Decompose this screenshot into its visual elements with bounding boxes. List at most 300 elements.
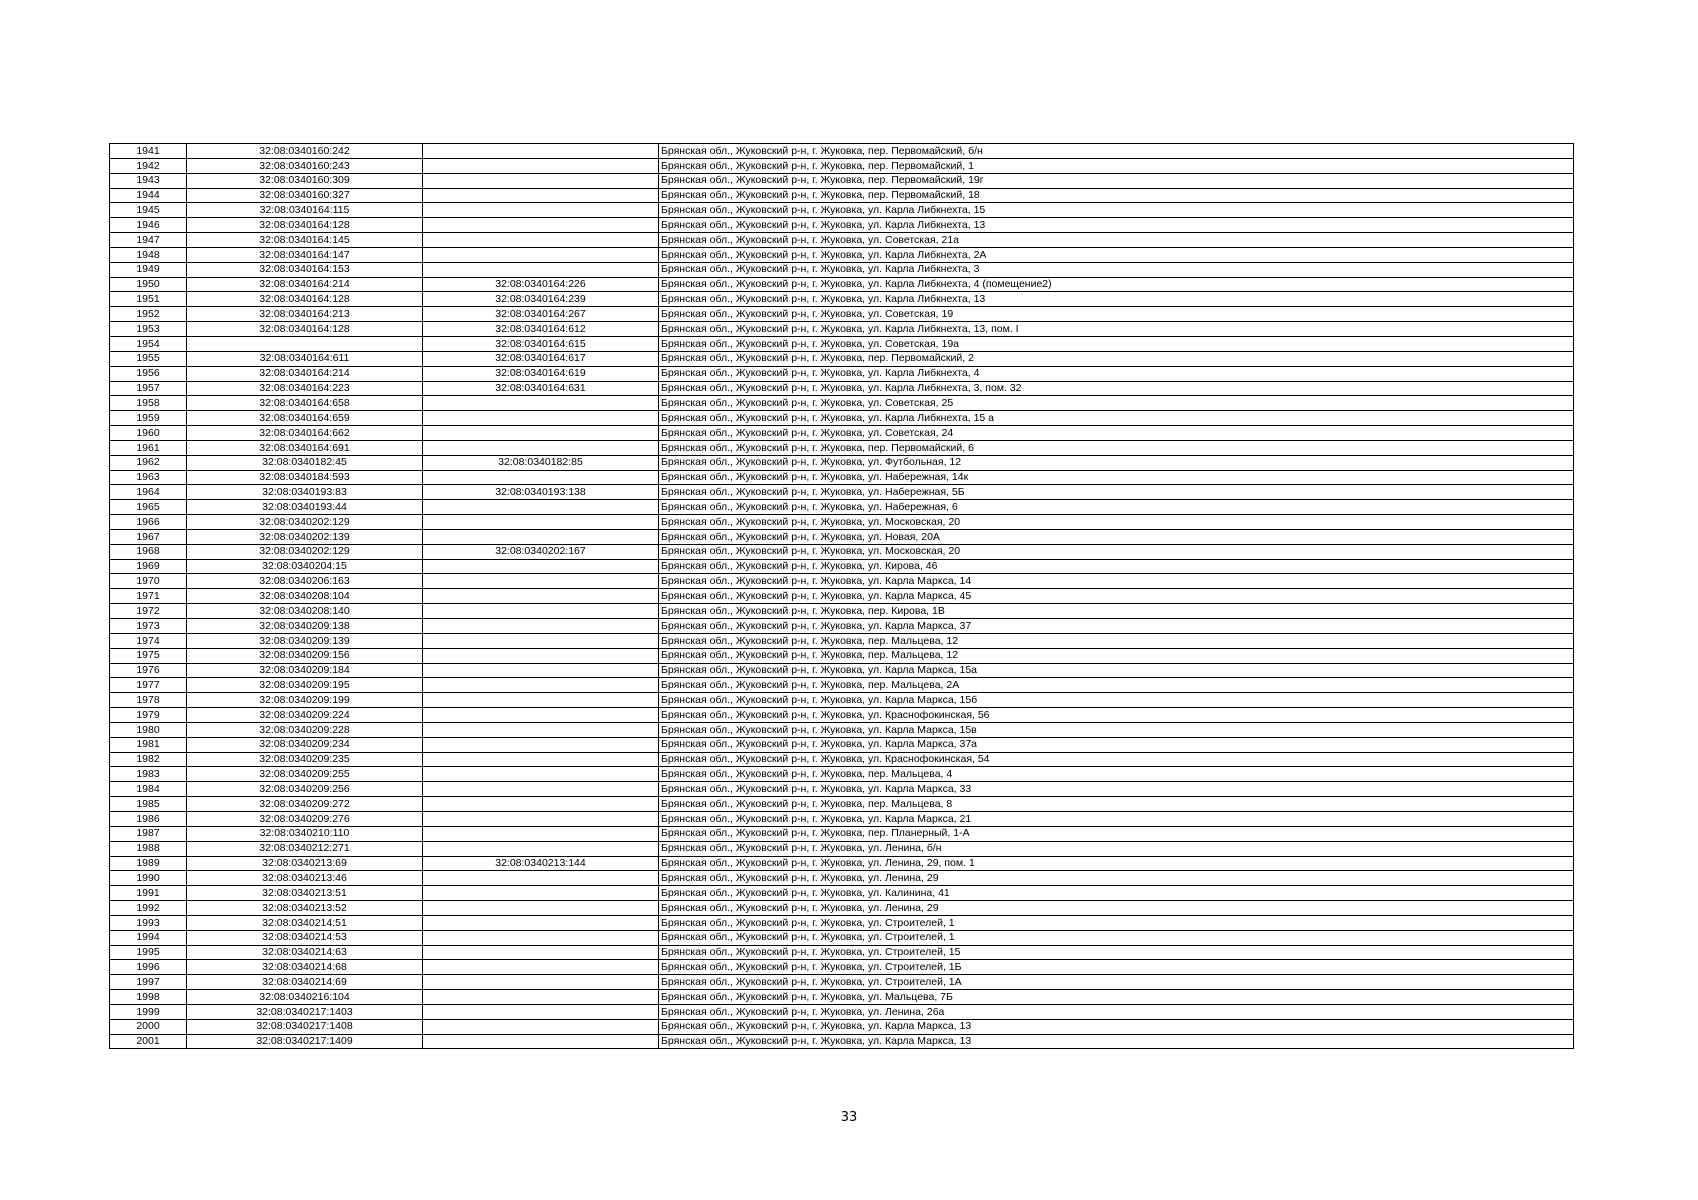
related-cadastral-number-cell (423, 633, 659, 648)
cadastral-number-cell: 32:08:0340212:271 (187, 841, 423, 856)
row-number-cell: 1956 (110, 366, 187, 381)
table-row (110, 1004, 1574, 1019)
table-row (110, 663, 1574, 678)
table-row (110, 188, 1574, 203)
related-cadastral-number-cell (423, 767, 659, 782)
row-number-cell: 1973 (110, 619, 187, 634)
row-number-cell: 1943 (110, 173, 187, 188)
related-cadastral-number-cell (423, 990, 659, 1005)
cadastral-number-cell: 32:08:0340213:69 (187, 856, 423, 871)
address-cell: Брянская обл., Жуковский р-н, г. Жуковка, пер. Первомайский, 1 (659, 158, 1574, 173)
cadastral-number-cell: 32:08:0340164:147 (187, 247, 423, 262)
table-row (110, 693, 1574, 708)
related-cadastral-number-cell (423, 144, 659, 159)
row-number-cell: 1986 (110, 811, 187, 826)
row-number-cell: 1945 (110, 203, 187, 218)
cadastral-number-cell: 32:08:0340164:128 (187, 292, 423, 307)
cadastral-number-cell: 32:08:0340202:129 (187, 515, 423, 530)
related-cadastral-number-cell: 32:08:0340164:612 (423, 322, 659, 337)
cadastral-number-cell: 32:08:0340164:145 (187, 233, 423, 248)
table-row (110, 218, 1574, 233)
related-cadastral-number-cell (423, 233, 659, 248)
cadastral-number-cell: 32:08:0340164:213 (187, 307, 423, 322)
related-cadastral-number-cell (423, 648, 659, 663)
table-row (110, 426, 1574, 441)
table-row (110, 544, 1574, 559)
table-row (110, 173, 1574, 188)
address-cell: Брянская обл., Жуковский р-н, г. Жуковка, ул. Строителей, 1 (659, 930, 1574, 945)
address-cell: Брянская обл., Жуковский р-н, г. Жуковка, ул. Ленина, 26а (659, 1004, 1574, 1019)
row-number-cell: 1979 (110, 708, 187, 723)
cadastral-number-cell (187, 336, 423, 351)
table-row (110, 440, 1574, 455)
address-cell: Брянская обл., Жуковский р-н, г. Жуковка, ул. Карла Маркса, 14 (659, 574, 1574, 589)
row-number-cell: 2001 (110, 1034, 187, 1049)
cadastral-number-cell: 32:08:0340209:224 (187, 708, 423, 723)
cadastral-number-cell: 32:08:0340209:184 (187, 663, 423, 678)
address-cell: Брянская обл., Жуковский р-н, г. Жуковка, ул. Строителей, 15 (659, 945, 1574, 960)
cadastral-number-cell: 32:08:0340164:115 (187, 203, 423, 218)
address-cell: Брянская обл., Жуковский р-н, г. Жуковка, ул. Новая, 20А (659, 529, 1574, 544)
address-cell: Брянская обл., Жуковский р-н, г. Жуковка, ул. Строителей, 1А (659, 975, 1574, 990)
cadastral-number-cell: 32:08:0340210:110 (187, 826, 423, 841)
cadastral-number-cell: 32:08:0340214:69 (187, 975, 423, 990)
related-cadastral-number-cell: 32:08:0340182:85 (423, 455, 659, 470)
row-number-cell: 1954 (110, 336, 187, 351)
address-cell: Брянская обл., Жуковский р-н, г. Жуковка, пер. Мальцева, 2А (659, 678, 1574, 693)
table-row (110, 678, 1574, 693)
address-cell: Брянская обл., Жуковский р-н, г. Жуковка, пер. Планерный, 1-А (659, 826, 1574, 841)
address-cell: Брянская обл., Жуковский р-н, г. Жуковка, ул. Мальцева, 7Б (659, 990, 1574, 1005)
table-row (110, 1034, 1574, 1049)
table-row (110, 960, 1574, 975)
row-number-cell: 1952 (110, 307, 187, 322)
row-number-cell: 1970 (110, 574, 187, 589)
cadastral-number-cell: 32:08:0340209:139 (187, 633, 423, 648)
related-cadastral-number-cell (423, 173, 659, 188)
row-number-cell: 1969 (110, 559, 187, 574)
table-row (110, 604, 1574, 619)
row-number-cell: 1989 (110, 856, 187, 871)
table-row (110, 811, 1574, 826)
address-cell: Брянская обл., Жуковский р-н, г. Жуковка, ул. Ленина, 29 (659, 901, 1574, 916)
row-number-cell: 1978 (110, 693, 187, 708)
cadastral-number-cell: 32:08:0340216:104 (187, 990, 423, 1005)
related-cadastral-number-cell (423, 737, 659, 752)
address-cell: Брянская обл., Жуковский р-н, г. Жуковка, ул. Советская, 19а (659, 336, 1574, 351)
address-cell: Брянская обл., Жуковский р-н, г. Жуковка, ул. Карла Либкнехта, 2А (659, 247, 1574, 262)
address-cell: Брянская обл., Жуковский р-н, г. Жуковка, ул. Строителей, 1Б (659, 960, 1574, 975)
row-number-cell: 1990 (110, 871, 187, 886)
row-number-cell: 1982 (110, 752, 187, 767)
table-row (110, 752, 1574, 767)
row-number-cell: 1941 (110, 144, 187, 159)
address-cell: Брянская обл., Жуковский р-н, г. Жуковка, ул. Советская, 19 (659, 307, 1574, 322)
address-cell: Брянская обл., Жуковский р-н, г. Жуковка, ул. Карла Маркса, 37 (659, 619, 1574, 634)
related-cadastral-number-cell (423, 1034, 659, 1049)
cadastral-number-cell: 32:08:0340202:139 (187, 529, 423, 544)
row-number-cell: 1947 (110, 233, 187, 248)
address-cell: Брянская обл., Жуковский р-н, г. Жуковка, ул. Краснофокинская, 54 (659, 752, 1574, 767)
related-cadastral-number-cell (423, 470, 659, 485)
cadastral-number-cell: 32:08:0340209:199 (187, 693, 423, 708)
related-cadastral-number-cell: 32:08:0340164:239 (423, 292, 659, 307)
row-number-cell: 1966 (110, 515, 187, 530)
address-cell: Брянская обл., Жуковский р-н, г. Жуковка, пер. Мальцева, 4 (659, 767, 1574, 782)
table-row (110, 886, 1574, 901)
table-row (110, 648, 1574, 663)
table-row (110, 351, 1574, 366)
table-row (110, 262, 1574, 277)
row-number-cell: 1996 (110, 960, 187, 975)
related-cadastral-number-cell: 32:08:0340164:617 (423, 351, 659, 366)
row-number-cell: 1977 (110, 678, 187, 693)
address-cell: Брянская обл., Жуковский р-н, г. Жуковка, ул. Карла Либкнехта, 15 (659, 203, 1574, 218)
related-cadastral-number-cell (423, 811, 659, 826)
row-number-cell: 1948 (110, 247, 187, 262)
cadastral-number-cell: 32:08:0340164:662 (187, 426, 423, 441)
cadastral-number-cell: 32:08:0340217:1409 (187, 1034, 423, 1049)
table-row (110, 322, 1574, 337)
related-cadastral-number-cell (423, 708, 659, 723)
address-cell: Брянская обл., Жуковский р-н, г. Жуковка, ул. Карла Маркса, 33 (659, 782, 1574, 797)
address-cell: Брянская обл., Жуковский р-н, г. Жуковка, ул. Строителей, 1 (659, 915, 1574, 930)
cadastral-number-cell: 32:08:0340209:138 (187, 619, 423, 634)
address-cell: Брянская обл., Жуковский р-н, г. Жуковка, ул. Карла Либкнехта, 13, пом. I (659, 322, 1574, 337)
table-row (110, 336, 1574, 351)
row-number-cell: 1955 (110, 351, 187, 366)
related-cadastral-number-cell: 32:08:0340213:144 (423, 856, 659, 871)
row-number-cell: 1968 (110, 544, 187, 559)
cadastral-number-cell: 32:08:0340214:53 (187, 930, 423, 945)
address-cell: Брянская обл., Жуковский р-н, г. Жуковка, пер. Первомайский, 2 (659, 351, 1574, 366)
related-cadastral-number-cell (423, 218, 659, 233)
cadastral-number-cell: 32:08:0340209:272 (187, 797, 423, 812)
related-cadastral-number-cell (423, 901, 659, 916)
table-row (110, 975, 1574, 990)
cadastral-number-cell: 32:08:0340182:45 (187, 455, 423, 470)
row-number-cell: 1984 (110, 782, 187, 797)
row-number-cell: 1974 (110, 633, 187, 648)
table-row (110, 277, 1574, 292)
row-number-cell: 1942 (110, 158, 187, 173)
address-cell: Брянская обл., Жуковский р-н, г. Жуковка, ул. Калинина, 41 (659, 886, 1574, 901)
cadastral-number-cell: 32:08:0340213:51 (187, 886, 423, 901)
related-cadastral-number-cell (423, 915, 659, 930)
row-number-cell: 1976 (110, 663, 187, 678)
table-row (110, 455, 1574, 470)
address-cell: Брянская обл., Жуковский р-н, г. Жуковка, ул. Карла Либкнехта, 4 (659, 366, 1574, 381)
cadastral-number-cell: 32:08:0340184:593 (187, 470, 423, 485)
cadastral-number-cell: 32:08:0340209:255 (187, 767, 423, 782)
table-row (110, 945, 1574, 960)
row-number-cell: 1960 (110, 426, 187, 441)
address-cell: Брянская обл., Жуковский р-н, г. Жуковка, ул. Карла Либкнехта, 13 (659, 218, 1574, 233)
related-cadastral-number-cell (423, 247, 659, 262)
table-row (110, 233, 1574, 248)
address-cell: Брянская обл., Жуковский р-н, г. Жуковка, ул. Футбольная, 12 (659, 455, 1574, 470)
table-row (110, 797, 1574, 812)
related-cadastral-number-cell (423, 678, 659, 693)
row-number-cell: 1953 (110, 322, 187, 337)
cadastral-number-cell: 32:08:0340208:140 (187, 604, 423, 619)
address-cell: Брянская обл., Жуковский р-н, г. Жуковка, ул. Карла Маркса, 37а (659, 737, 1574, 752)
table-row (110, 589, 1574, 604)
row-number-cell: 1971 (110, 589, 187, 604)
row-number-cell: 1987 (110, 826, 187, 841)
cadastral-number-cell: 32:08:0340164:658 (187, 396, 423, 411)
table-row (110, 559, 1574, 574)
related-cadastral-number-cell (423, 559, 659, 574)
cadastral-number-cell: 32:08:0340214:63 (187, 945, 423, 960)
row-number-cell: 1950 (110, 277, 187, 292)
address-cell: Брянская обл., Жуковский р-н, г. Жуковка, ул. Карла Маркса, 15а (659, 663, 1574, 678)
table-row (110, 619, 1574, 634)
address-cell: Брянская обл., Жуковский р-н, г. Жуковка, ул. Карла Либкнехта, 13 (659, 292, 1574, 307)
cadastral-number-cell: 32:08:0340209:256 (187, 782, 423, 797)
table-row (110, 990, 1574, 1005)
row-number-cell: 1963 (110, 470, 187, 485)
table-row (110, 529, 1574, 544)
cadastral-number-cell: 32:08:0340217:1403 (187, 1004, 423, 1019)
related-cadastral-number-cell (423, 262, 659, 277)
table-row (110, 500, 1574, 515)
related-cadastral-number-cell (423, 722, 659, 737)
cadastral-number-cell: 32:08:0340209:195 (187, 678, 423, 693)
table-row (110, 470, 1574, 485)
row-number-cell: 1992 (110, 901, 187, 916)
related-cadastral-number-cell (423, 426, 659, 441)
cadastral-number-cell: 32:08:0340164:223 (187, 381, 423, 396)
address-cell: Брянская обл., Жуковский р-н, г. Жуковка, ул. Карла Либкнехта, 4 (помещение2) (659, 277, 1574, 292)
related-cadastral-number-cell (423, 411, 659, 426)
related-cadastral-number-cell (423, 841, 659, 856)
related-cadastral-number-cell (423, 589, 659, 604)
related-cadastral-number-cell (423, 604, 659, 619)
table-row (110, 930, 1574, 945)
address-cell: Брянская обл., Жуковский р-н, г. Жуковка, ул. Карла Маркса, 15в (659, 722, 1574, 737)
related-cadastral-number-cell (423, 975, 659, 990)
table-row (110, 485, 1574, 500)
table-row (110, 411, 1574, 426)
table-row (110, 366, 1574, 381)
cadastral-number-cell: 32:08:0340209:234 (187, 737, 423, 752)
registry-table (109, 143, 1574, 1049)
table-row (110, 767, 1574, 782)
related-cadastral-number-cell (423, 886, 659, 901)
row-number-cell: 1975 (110, 648, 187, 663)
related-cadastral-number-cell: 32:08:0340193:138 (423, 485, 659, 500)
table-row (110, 915, 1574, 930)
address-cell: Брянская обл., Жуковский р-н, г. Жуковка, ул. Набережная, 6 (659, 500, 1574, 515)
cadastral-number-cell: 32:08:0340164:691 (187, 440, 423, 455)
related-cadastral-number-cell (423, 619, 659, 634)
cadastral-number-cell: 32:08:0340204:15 (187, 559, 423, 574)
cadastral-number-cell: 32:08:0340164:214 (187, 277, 423, 292)
row-number-cell: 1965 (110, 500, 187, 515)
row-number-cell: 1957 (110, 381, 187, 396)
table-row (110, 515, 1574, 530)
table-row (110, 203, 1574, 218)
table-row (110, 1019, 1574, 1034)
table-row (110, 247, 1574, 262)
address-cell: Брянская обл., Жуковский р-н, г. Жуковка, ул. Советская, 21а (659, 233, 1574, 248)
row-number-cell: 1964 (110, 485, 187, 500)
related-cadastral-number-cell (423, 529, 659, 544)
cadastral-number-cell: 32:08:0340160:327 (187, 188, 423, 203)
table-row (110, 841, 1574, 856)
row-number-cell: 1958 (110, 396, 187, 411)
cadastral-number-cell: 32:08:0340206:163 (187, 574, 423, 589)
address-cell: Брянская обл., Жуковский р-н, г. Жуковка, ул. Ленина, 29, пом. 1 (659, 856, 1574, 871)
row-number-cell: 1967 (110, 529, 187, 544)
cadastral-number-cell: 32:08:0340160:242 (187, 144, 423, 159)
address-cell: Брянская обл., Жуковский р-н, г. Жуковка, ул. Карла Маркса, 13 (659, 1034, 1574, 1049)
address-cell: Брянская обл., Жуковский р-н, г. Жуковка, ул. Карла Маркса, 45 (659, 589, 1574, 604)
cadastral-number-cell: 32:08:0340214:51 (187, 915, 423, 930)
row-number-cell: 1985 (110, 797, 187, 812)
cadastral-number-cell: 32:08:0340193:83 (187, 485, 423, 500)
address-cell: Брянская обл., Жуковский р-н, г. Жуковка, пер. Кирова, 1В (659, 604, 1574, 619)
related-cadastral-number-cell (423, 752, 659, 767)
table-row (110, 871, 1574, 886)
related-cadastral-number-cell (423, 782, 659, 797)
row-number-cell: 1946 (110, 218, 187, 233)
related-cadastral-number-cell (423, 960, 659, 975)
related-cadastral-number-cell (423, 574, 659, 589)
related-cadastral-number-cell (423, 158, 659, 173)
row-number-cell: 2000 (110, 1019, 187, 1034)
table-row (110, 292, 1574, 307)
cadastral-number-cell: 32:08:0340209:156 (187, 648, 423, 663)
related-cadastral-number-cell: 32:08:0340164:631 (423, 381, 659, 396)
table-row (110, 633, 1574, 648)
row-number-cell: 1997 (110, 975, 187, 990)
related-cadastral-number-cell: 32:08:0340164:267 (423, 307, 659, 322)
row-number-cell: 1999 (110, 1004, 187, 1019)
cadastral-number-cell: 32:08:0340214:68 (187, 960, 423, 975)
address-cell: Брянская обл., Жуковский р-н, г. Жуковка, пер. Первомайский, 19г (659, 173, 1574, 188)
related-cadastral-number-cell (423, 797, 659, 812)
related-cadastral-number-cell (423, 188, 659, 203)
address-cell: Брянская обл., Жуковский р-н, г. Жуковка, пер. Первомайский, 18 (659, 188, 1574, 203)
row-number-cell: 1981 (110, 737, 187, 752)
table-row (110, 381, 1574, 396)
row-number-cell: 1994 (110, 930, 187, 945)
related-cadastral-number-cell: 32:08:0340164:619 (423, 366, 659, 381)
table-row (110, 722, 1574, 737)
row-number-cell: 1944 (110, 188, 187, 203)
table-row (110, 158, 1574, 173)
table-row (110, 826, 1574, 841)
cadastral-number-cell: 32:08:0340164:659 (187, 411, 423, 426)
related-cadastral-number-cell (423, 1004, 659, 1019)
address-cell: Брянская обл., Жуковский р-н, г. Жуковка, ул. Набережная, 14к (659, 470, 1574, 485)
related-cadastral-number-cell (423, 500, 659, 515)
cadastral-number-cell: 32:08:0340164:153 (187, 262, 423, 277)
address-cell: Брянская обл., Жуковский р-н, г. Жуковка, ул. Карла Маркса, 21 (659, 811, 1574, 826)
related-cadastral-number-cell (423, 663, 659, 678)
related-cadastral-number-cell (423, 826, 659, 841)
address-cell: Брянская обл., Жуковский р-н, г. Жуковка, ул. Ленина, 29 (659, 871, 1574, 886)
cadastral-number-cell: 32:08:0340164:214 (187, 366, 423, 381)
related-cadastral-number-cell (423, 515, 659, 530)
related-cadastral-number-cell (423, 871, 659, 886)
table-row (110, 901, 1574, 916)
related-cadastral-number-cell (423, 440, 659, 455)
address-cell: Брянская обл., Жуковский р-н, г. Жуковка, ул. Карла Либкнехта, 15 а (659, 411, 1574, 426)
cadastral-number-cell: 32:08:0340164:611 (187, 351, 423, 366)
cadastral-number-cell: 32:08:0340160:309 (187, 173, 423, 188)
cadastral-number-cell: 32:08:0340209:276 (187, 811, 423, 826)
address-cell: Брянская обл., Жуковский р-н, г. Жуковка, пер. Первомайский, б/н (659, 144, 1574, 159)
address-cell: Брянская обл., Жуковский р-н, г. Жуковка, ул. Кирова, 46 (659, 559, 1574, 574)
address-cell: Брянская обл., Жуковский р-н, г. Жуковка, ул. Советская, 25 (659, 396, 1574, 411)
row-number-cell: 1949 (110, 262, 187, 277)
cadastral-number-cell: 32:08:0340213:46 (187, 871, 423, 886)
related-cadastral-number-cell (423, 1019, 659, 1034)
table-row (110, 144, 1574, 159)
address-cell: Брянская обл., Жуковский р-н, г. Жуковка, ул. Карла Либкнехта, 3, пом. 32 (659, 381, 1574, 396)
cadastral-number-cell: 32:08:0340193:44 (187, 500, 423, 515)
related-cadastral-number-cell (423, 203, 659, 218)
related-cadastral-number-cell (423, 693, 659, 708)
row-number-cell: 1988 (110, 841, 187, 856)
table-row (110, 737, 1574, 752)
address-cell: Брянская обл., Жуковский р-н, г. Жуковка, ул. Карла Либкнехта, 3 (659, 262, 1574, 277)
cadastral-number-cell: 32:08:0340202:129 (187, 544, 423, 559)
address-cell: Брянская обл., Жуковский р-н, г. Жуковка, пер. Мальцева, 8 (659, 797, 1574, 812)
related-cadastral-number-cell (423, 396, 659, 411)
related-cadastral-number-cell: 32:08:0340164:615 (423, 336, 659, 351)
address-cell: Брянская обл., Жуковский р-н, г. Жуковка, ул. Ленина, б/н (659, 841, 1574, 856)
address-cell: Брянская обл., Жуковский р-н, г. Жуковка, ул. Набережная, 5Б (659, 485, 1574, 500)
row-number-cell: 1998 (110, 990, 187, 1005)
address-cell: Брянская обл., Жуковский р-н, г. Жуковка, ул. Карла Маркса, 13 (659, 1019, 1574, 1034)
table-row (110, 782, 1574, 797)
row-number-cell: 1961 (110, 440, 187, 455)
cadastral-number-cell: 32:08:0340209:235 (187, 752, 423, 767)
related-cadastral-number-cell: 32:08:0340164:226 (423, 277, 659, 292)
registry-table-body (110, 144, 1574, 1049)
address-cell: Брянская обл., Жуковский р-н, г. Жуковка, пер. Первомайский, 6 (659, 440, 1574, 455)
page-number: 33 (840, 1110, 858, 1125)
cadastral-number-cell: 32:08:0340160:243 (187, 158, 423, 173)
cadastral-number-cell: 32:08:0340208:104 (187, 589, 423, 604)
cadastral-number-cell: 32:08:0340164:128 (187, 322, 423, 337)
cadastral-number-cell: 32:08:0340164:128 (187, 218, 423, 233)
address-cell: Брянская обл., Жуковский р-н, г. Жуковка, ул. Советская, 24 (659, 426, 1574, 441)
row-number-cell: 1980 (110, 722, 187, 737)
row-number-cell: 1991 (110, 886, 187, 901)
address-cell: Брянская обл., Жуковский р-н, г. Жуковка, ул. Карла Маркса, 15б (659, 693, 1574, 708)
cadastral-number-cell: 32:08:0340209:228 (187, 722, 423, 737)
row-number-cell: 1995 (110, 945, 187, 960)
row-number-cell: 1993 (110, 915, 187, 930)
row-number-cell: 1962 (110, 455, 187, 470)
table-row (110, 396, 1574, 411)
related-cadastral-number-cell: 32:08:0340202:167 (423, 544, 659, 559)
table-row (110, 574, 1574, 589)
row-number-cell: 1972 (110, 604, 187, 619)
address-cell: Брянская обл., Жуковский р-н, г. Жуковка, пер. Мальцева, 12 (659, 633, 1574, 648)
address-cell: Брянская обл., Жуковский р-н, г. Жуковка, ул. Московская, 20 (659, 544, 1574, 559)
table-row (110, 307, 1574, 322)
related-cadastral-number-cell (423, 930, 659, 945)
table-row (110, 856, 1574, 871)
cadastral-number-cell: 32:08:0340213:52 (187, 901, 423, 916)
address-cell: Брянская обл., Жуковский р-н, г. Жуковка, пер. Мальцева, 12 (659, 648, 1574, 663)
